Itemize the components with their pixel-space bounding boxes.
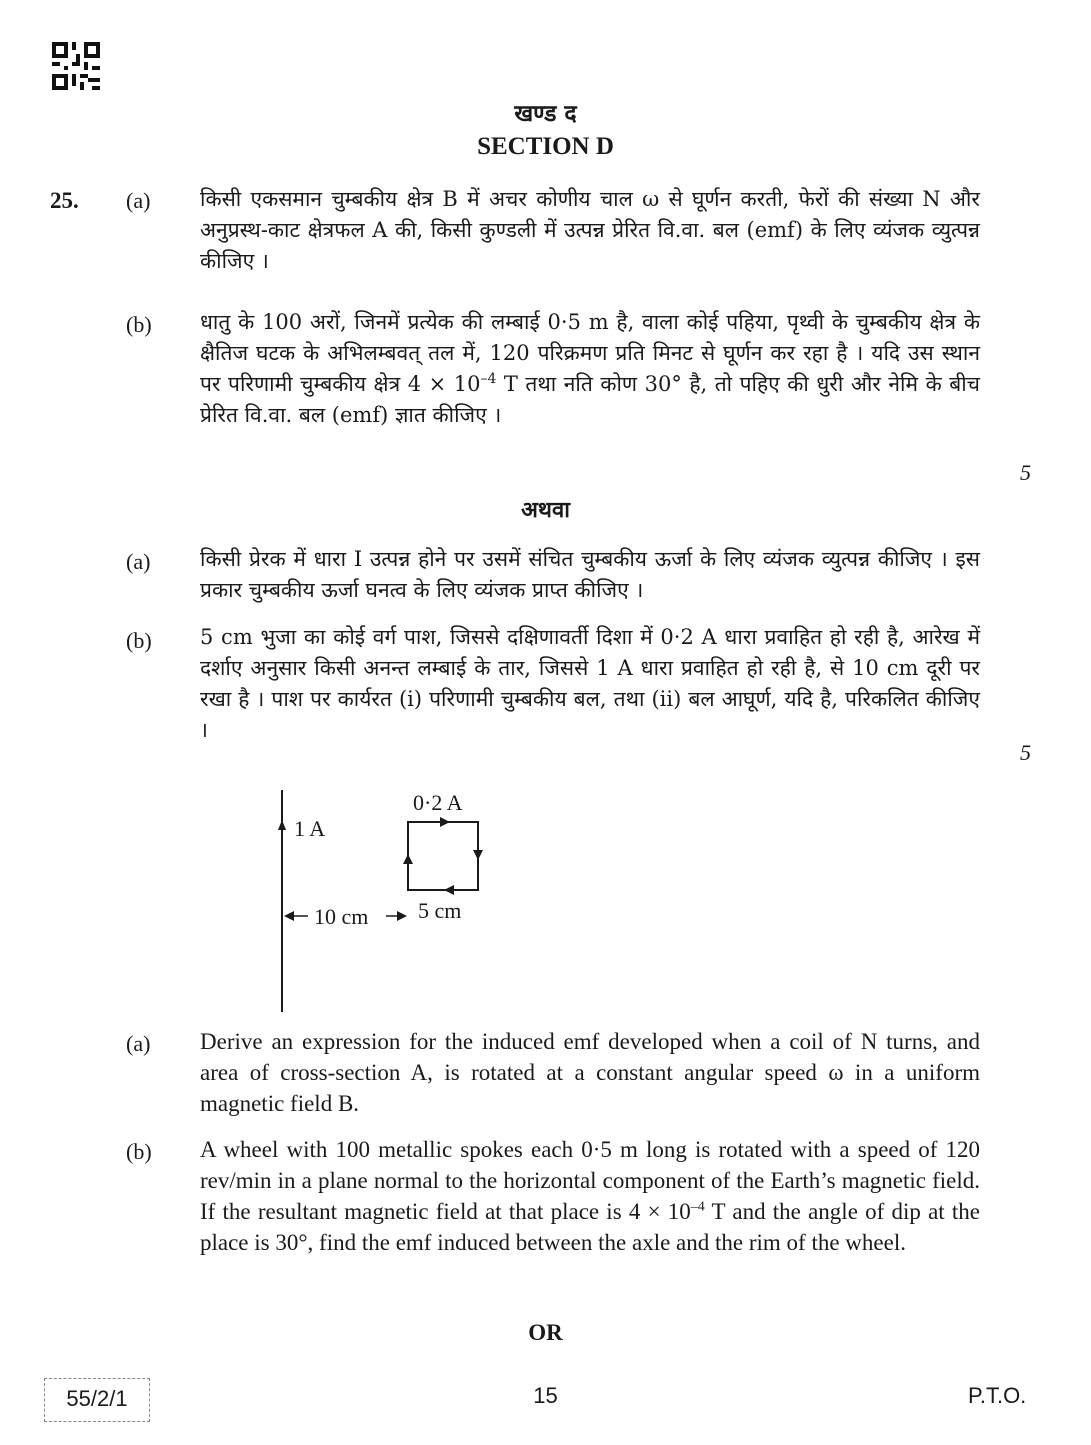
question-text-hindi-c: किसी प्रेरक में धारा I उत्पन्न होने पर उसमें संचित चुम्बकीय ऊर्जा के लिए व्यंजक व्युत्पन्न कीजिए । इस प्रकार चुम्बकीय ऊर्जा घनत्व के लिए व्यंजक प्राप्त कीजिए । — [200, 547, 980, 602]
loop-arrow-bottom — [444, 885, 454, 895]
wire-loop-diagram — [250, 780, 550, 1015]
part-label: (b) — [126, 1139, 152, 1164]
part-label: (a) — [126, 549, 151, 574]
or-separator-hindi: अथवा — [521, 497, 570, 523]
part-label: (a) — [126, 188, 151, 213]
loop-arrow-right — [473, 850, 483, 860]
question-number: 25. — [50, 188, 79, 213]
distance-arrow-right — [397, 911, 407, 921]
question-text-english-a: Derive an expression for the induced emf developed when a coil of N turns, and area of cross-section A, is rotated at a constant angular speed ω in a uniform magnetic field B. — [200, 1029, 980, 1116]
question-text-hindi-a: किसी एकसमान चुम्बकीय क्षेत्र B में अचर कोणीय चाल ω से घूर्णन करती, फेरों की संख्या N और अनुप्रस्थ-काट क्षेत्रफल A की, किसी कुण्डली में उत्पन्न प्रेरित वि.वा. बल (emf) के लिए व्यंजक व्युत्पन्न कीजिए । — [200, 187, 980, 273]
question-text-hindi-d: 5 cm भुजा का कोई वर्ग पाश, जिससे दक्षिणावर्ती दिशा में 0·2 A धारा प्रवाहित हो रही है, आरेख में दर्शाए अनुसार किसी अनन्त लम्बाई के तार, जिससे 1 A धारा प्रवाहित हो रही है, से 10 cm दूरी पर रखा है । पाश पर कार्यरत (i) परिणामी चुम्बकीय बल, तथा (ii) बल आघूर्ण, यदि है, परिकलित कीजिए । — [200, 625, 980, 742]
wire-current-arrow — [278, 820, 286, 830]
loop-arrow-top — [440, 817, 450, 827]
part-label: (a) — [126, 1031, 151, 1056]
paper-code: 55/2/1 — [66, 1386, 128, 1411]
marks: 5 — [1020, 460, 1031, 485]
part-label: (b) — [126, 628, 152, 653]
wire-current-label: 1 A — [294, 816, 326, 841]
loop-arrow-left — [403, 854, 413, 864]
square-loop — [408, 822, 478, 890]
question-text-english-b: A wheel with 100 metallic spokes each 0·5 m long is rotated with a speed of 120 rev/min in a plane normal to the horizontal component of the Earth’s magnetic field. If the resultant magnetic field at that place is $4 \times 10^{-4}$ T and the angle of dip at the place is 30°, find the emf induced between the axle and the rim of the wheel. — [200, 1137, 980, 1255]
marks: 5 — [1020, 740, 1031, 765]
or-separator-english: OR — [528, 1320, 563, 1345]
part-label: (b) — [126, 312, 152, 337]
pto-label: P.T.O. — [968, 1383, 1027, 1408]
distance-label: 10 cm — [314, 904, 369, 929]
section-title-english: SECTION D — [477, 133, 614, 160]
loop-current-label: 0·2 A — [413, 790, 463, 815]
section-title-hindi: खण्ड द — [514, 100, 577, 127]
side-label: 5 cm — [418, 898, 462, 923]
qr-code-icon — [52, 42, 100, 90]
question-text-hindi-b: धातु के 100 अरों, जिनमें प्रत्येक की लम्बाई 0·5 m है, वाला कोई पहिया, पृथ्वी के चुम्बकीय क्षेत्र के क्षैतिज घटक के अभिलम्बवत् तल में, 120 परिक्रमण प्रति मिनट से घूर्णन कर रहा है । यदि उस स्थान पर परिणामी चुम्बकीय क्षेत्र $4 \times 10^{-4}$ T तथा नति कोण 30° है, तो पहिए की धुरी और नेमि के बीच प्रेरित वि.वा. बल (emf) ज्ञात कीजिए । — [200, 310, 980, 427]
page-number: 15 — [533, 1383, 558, 1408]
